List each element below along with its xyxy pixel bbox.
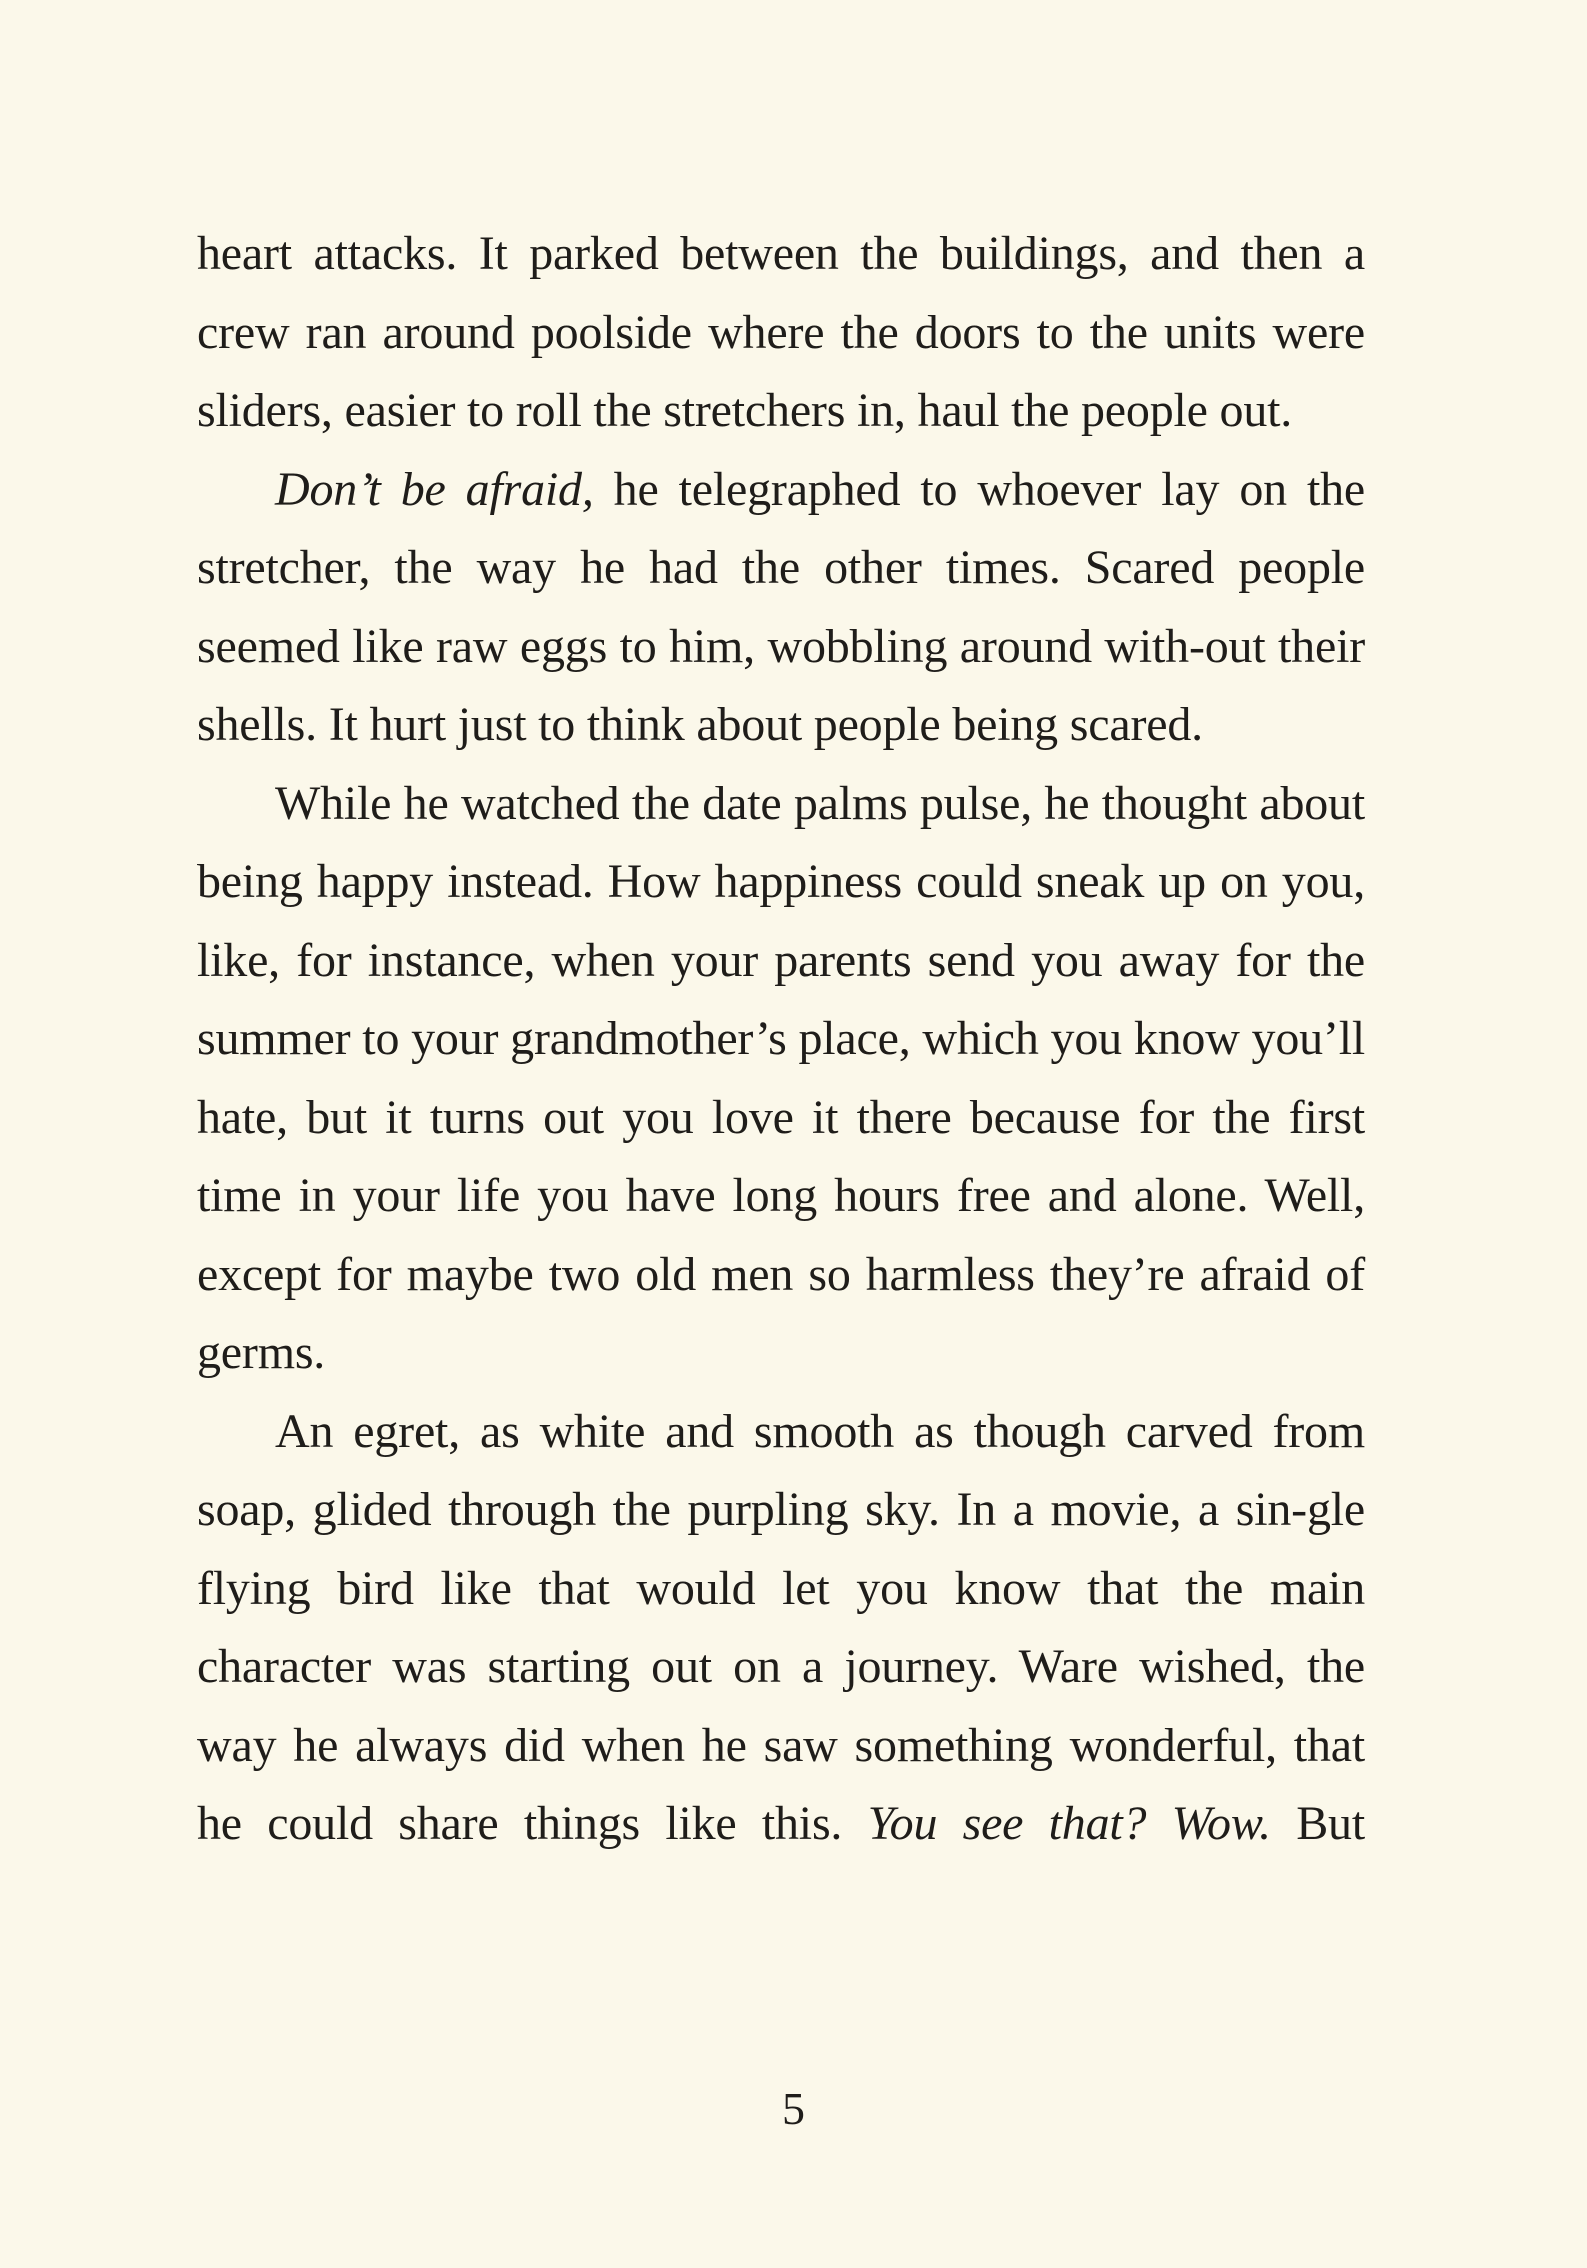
paragraph-2 [197,451,1365,765]
paragraph-3 [197,765,1365,1393]
paragraph-4-trailing-text: But [1270,1797,1365,1850]
paragraph-2-italic-phrase: Don’t be afraid, [275,462,594,516]
paragraph-4 [197,1393,1365,1864]
page-number: 5 [782,2083,805,2134]
paragraph-1 [197,215,1365,451]
body-text [197,215,1365,1864]
paragraph-4-text: An egret, as white and smooth as though carved from soap, glided through the purpling sky. In a movie, a sin-gle flying bird like that would let you know that the main character was starting out on a journey. Ware wished, the way he always did when he saw something wonderful, that he could share things like this. [197,1404,1365,1850]
paragraph-3-text: While he watched the date palms pulse, he thought about being happy instead. How happiness could sneak up on you, like, for instance, when your parents send you away for the summer to your grandmother’s place, which you know you’ll hate, but it turns out you love it there because for the first time in your life you have long hours free and alone. Well, except for maybe two old men so harmless they’re afraid of germs. [197,776,1365,1379]
paragraph-2-text: he telegraphed to whoever lay on the stretcher, the way he had the other times. Scared people seemed like raw eggs to him, wobbling around with-out their shells. It hurt just to think about people being scared. [197,462,1366,751]
paragraph-1-text: heart attacks. It parked between the buildings, and then a crew ran around poolside where the doors to the units were sliders, easier to roll the stretchers in, haul the people out. [197,227,1365,437]
paragraph-4-italic-phrase: You see that? Wow. [867,1797,1271,1850]
